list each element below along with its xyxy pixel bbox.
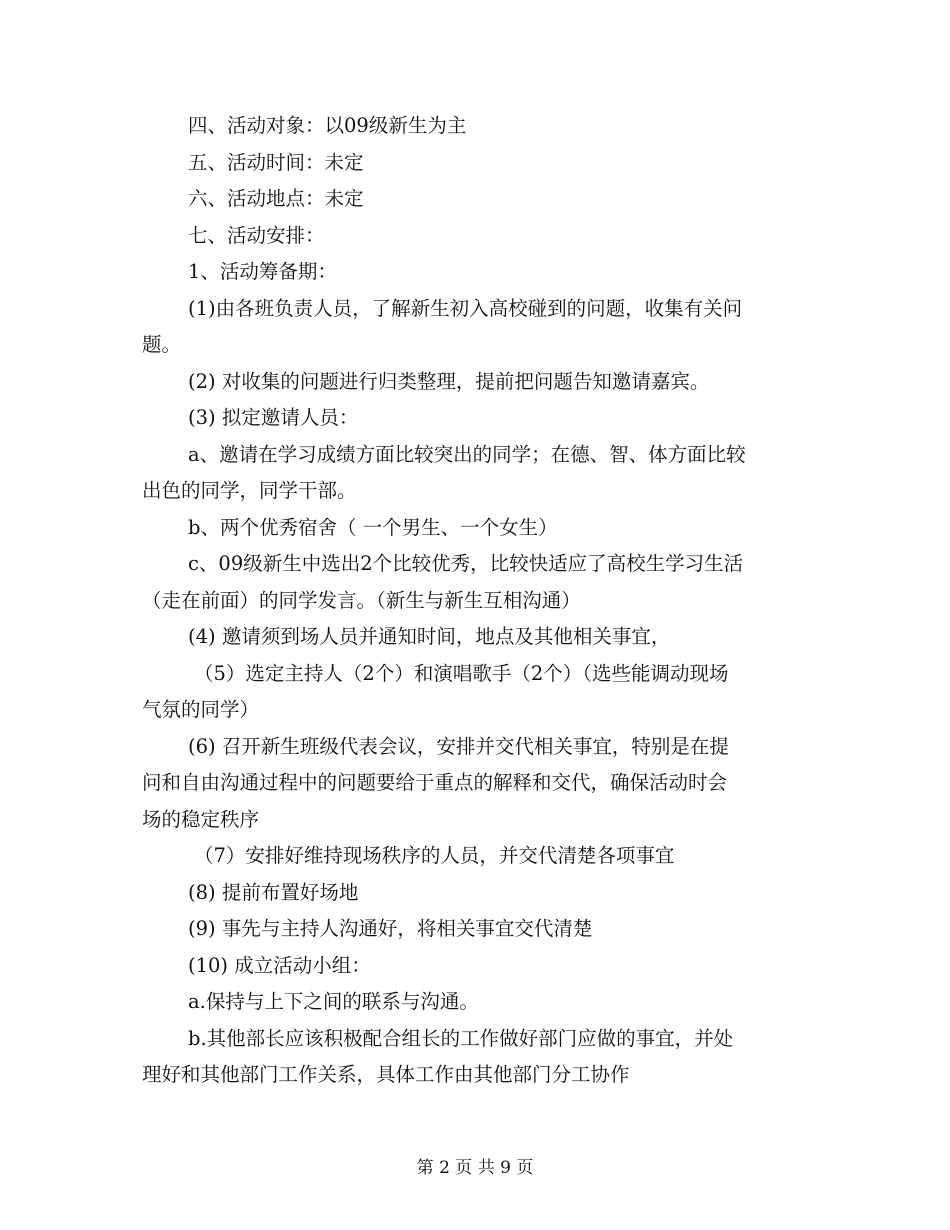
text-line-invite-c-cont: （走在前面）的同学发言。（新生与新生互相沟通）	[142, 588, 581, 612]
text-line-group-b-cont: 理好和其他部门工作关系，具体工作由其他部门分工协作	[142, 1063, 630, 1086]
text-line-invite-b: b、两个优秀宿舍（ 一个男生、一个女生）	[188, 515, 558, 539]
page-number-footer: 第 2 页 共 9 页	[416, 1158, 534, 1178]
text-line-step-6-cont2: 场的稳定秩序	[142, 807, 260, 831]
text-line-item-5: 五、活动时间：未定	[188, 150, 364, 174]
text-line-step-10: (10) 成立活动小组：	[188, 953, 371, 977]
text-line-step-6: (6) 召开新生班级代表会议，安排并交代相关事宜，特别是在提	[188, 734, 729, 758]
text-line-group-b: b.其他部长应该积极配合组长的工作做好部门应做的事宜，并处	[188, 1026, 734, 1050]
text-line-prep-heading: 1、活动筹备期：	[188, 260, 337, 283]
text-line-step-7: （7）安排好维持现场秩序的人员，并交代清楚各项事宜	[194, 844, 675, 867]
text-line-invite-c: c、09级新生中选出2个比较优秀，比较快适应了高校生学习生活	[188, 552, 744, 575]
text-line-step-6-cont: 问和自由沟通过程中的问题要给于重点的解释和交代，确保活动时会	[142, 771, 728, 794]
text-line-item-7: 七、活动安排：	[188, 223, 325, 247]
text-line-step-1-cont: 题。	[142, 333, 182, 356]
text-line-step-9: (9) 事先与主持人沟通好，将相关事宜交代清楚	[188, 917, 593, 940]
text-line-step-5-cont: 气氛的同学）	[142, 698, 260, 721]
text-line-item-4: 四、活动对象：以09级新生为主	[188, 114, 467, 137]
text-line-step-5: （5）选定主持人（2个）和演唱歌手（2个）（选些能调动现场	[194, 661, 729, 685]
text-line-step-2: (2) 对收集的问题进行归类整理，提前把问题告知邀请嘉宾。	[188, 369, 710, 393]
text-line-step-1: (1)由各班负责人员，了解新生初入高校碰到的问题，收集有关问	[188, 296, 743, 320]
text-line-invite-a: a、邀请在学习成绩方面比较突出的同学；在德、智、体方面比较	[188, 442, 746, 466]
document-body	[142, 108, 812, 1094]
text-line-group-a: a.保持与上下之间的联系与沟通。	[188, 990, 479, 1013]
text-line-step-8: (8) 提前布置好场地	[188, 880, 359, 904]
text-line-item-6: 六、活动地点：未定	[188, 187, 364, 210]
text-line-step-3: (3) 拟定邀请人员：	[188, 406, 359, 429]
text-line-step-4: (4) 邀请须到场人员并通知时间，地点及其他相关事宜，	[188, 625, 671, 648]
text-line-invite-a-cont: 出色的同学，同学干部。	[142, 479, 357, 502]
